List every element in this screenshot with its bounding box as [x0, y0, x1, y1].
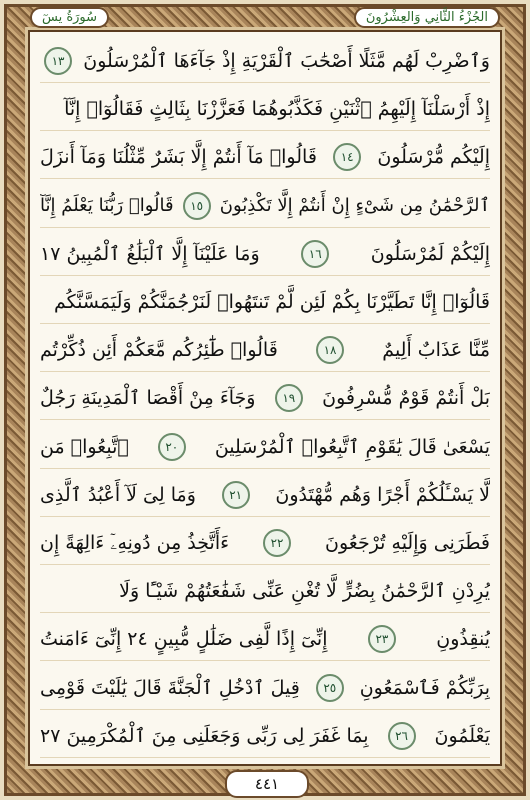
verse-text: وَمَا لِىَ لَآ أَعْبُدُ ٱلَّذِى — [40, 483, 196, 506]
verse-text: إِذْ أَرْسَلْنَآ إِلَيْهِمُ ٱثْنَيْنِ فَكَذَّبُوهُمَا فَعَزَّزْنَا بِثَالِثٍ فَقَالُوٓا۟ إِنَّآ — [64, 98, 490, 121]
verse-text: إِنِّىٓ إِذًا لَّفِى ضَلَٰلٍ مُّبِينٍ ٢٤ إِنِّىٓ ءَامَنتُ — [40, 628, 328, 651]
verse-line — [40, 667, 490, 710]
verse-text: ءَأَتَّخِذُ مِن دُونِهِۦٓ ءَالِهَةً إِن — [40, 532, 230, 555]
verse-text: ٱتَّبِعُوا۟ مَن — [40, 435, 129, 458]
verse-lines — [40, 40, 490, 758]
verse-text: وَجَآءَ مِنْ أَقْصَا ٱلْمَدِينَةِ رَجُلٌ — [40, 387, 256, 410]
verse-text: لَّا يَسْـَٔلُكُمْ أَجْرًا وَهُم مُّهْتَدُونَ — [275, 483, 490, 506]
verse-line — [40, 281, 490, 324]
juz-label: الجُزْءُ الثَّانِي وَالعِشْرُونَ — [354, 7, 500, 28]
verse-text: بَلْ أَنتُمْ قَوْمٌ مُّسْرِفُونَ — [322, 387, 490, 410]
surah-label: سُورَةُ يسٓ — [30, 7, 109, 28]
verse-text: قِيلَ ٱدْخُلِ ٱلْجَنَّةَ قَالَ يَٰلَيْتَ قَوْمِى — [40, 676, 300, 699]
ayah-number-marker: ٢٢ — [263, 529, 291, 557]
ayah-number-marker: ٢٠ — [158, 433, 186, 461]
verse-text: قَالُوا۟ مَآ أَنتُمْ إِلَّا بَشَرٌ مِّثْلُنَا وَمَآ أَنزَلَ — [40, 146, 317, 169]
verse-text: ٱلرَّحْمَٰنُ مِن شَىْءٍ إِنْ أَنتُمْ إِلَّا تَكْذِبُونَ — [219, 195, 490, 217]
ayah-number-marker: ١٥ — [183, 192, 211, 220]
verse-line — [40, 377, 490, 420]
verse-line — [40, 136, 490, 179]
verse-text: يُنقِذُونِ — [436, 628, 490, 651]
verse-text: إِلَيْكُم مُّرْسَلُونَ — [377, 146, 490, 169]
ayah-number-marker: ١٤ — [333, 143, 361, 171]
verse-text: يَسْعَىٰ قَالَ يَٰقَوْمِ ٱتَّبِعُوا۟ ٱلْمُرْسَلِينَ — [214, 435, 490, 458]
page-header — [30, 4, 500, 30]
verse-text: قَالُوٓا۟ إِنَّا تَطَيَّرْنَا بِكُمْ لَئِن لَّمْ تَنتَهُوا۟ لَنَرْجُمَنَّكُمْ وَلَيَمَسَّنَّكُم — [54, 291, 490, 314]
verse-text: بِرَبِّكُمْ فَٱسْمَعُونِ — [359, 676, 490, 699]
verse-line — [40, 40, 490, 83]
verse-text: فَطَرَنِى وَإِلَيْهِ تُرْجَعُونَ — [325, 532, 490, 555]
ayah-number-marker: ٢١ — [222, 481, 250, 509]
ayah-number-marker: ١٨ — [316, 336, 344, 364]
verse-line — [40, 185, 490, 228]
verse-line — [40, 426, 490, 469]
verse-text: مِّنَّا عَذَابٌ أَلِيمٌ — [382, 339, 490, 362]
ayah-number-marker: ١٣ — [44, 47, 72, 75]
ayah-number-marker: ١٩ — [275, 384, 303, 412]
verse-text: قَالُوا۟ رَبُّنَا يَعْلَمُ إِنَّآ — [40, 195, 174, 217]
verse-line — [40, 618, 490, 661]
ayah-number-marker: ٢٣ — [368, 625, 396, 653]
verse-line — [40, 715, 490, 758]
verse-text: يَعْلَمُونَ — [434, 724, 490, 747]
page-number: ٤٤١ — [225, 770, 309, 798]
verse-text: إِلَيْكُمْ لَمُرْسَلُونَ — [370, 242, 490, 265]
ayah-number-marker: ٢٥ — [316, 674, 344, 702]
verse-text: وَٱضْرِبْ لَهُم مَّثَلًا أَصْحَٰبَ ٱلْقَرْيَةِ إِذْ جَآءَهَا ٱلْمُرْسَلُونَ — [83, 50, 490, 72]
verse-line — [40, 474, 490, 517]
verse-line — [40, 233, 490, 276]
verse-line — [40, 88, 490, 131]
verse-text: بِمَا غَفَرَ لِى رَبِّى وَجَعَلَنِى مِنَ ٱلْمُكْرَمِينَ ٢٧ — [40, 724, 369, 747]
verse-line — [40, 329, 490, 372]
ayah-number-marker: ٢٦ — [388, 722, 416, 750]
verse-text: يُرِدْنِ ٱلرَّحْمَٰنُ بِضُرٍّ لَّا تُغْنِ عَنِّى شَفَٰعَتُهُمْ شَيْـًٔا وَلَا — [119, 580, 490, 603]
ayah-number-marker: ١٦ — [301, 240, 329, 268]
verse-text: وَمَا عَلَيْنَآ إِلَّا ٱلْبَلَٰغُ ٱلْمُبِينُ ١٧ — [40, 242, 260, 265]
verse-line — [40, 522, 490, 565]
verse-text: قَالُوا۟ طَٰٓئِرُكُم مَّعَكُمْ أَئِن ذُكِّرْتُم — [40, 339, 278, 362]
verse-line — [40, 570, 490, 613]
